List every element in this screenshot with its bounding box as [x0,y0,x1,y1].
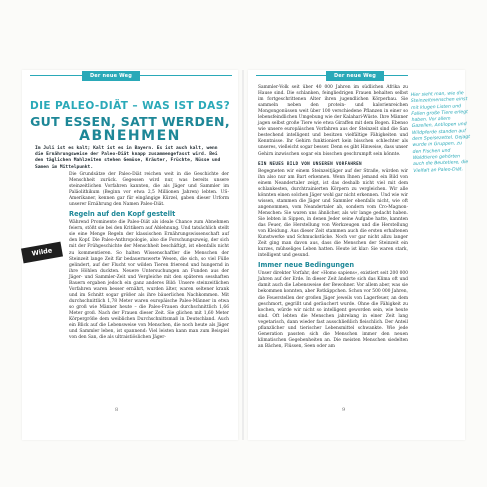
badge-rule-right [256,75,326,76]
badge-rule-left-2 [140,75,232,76]
subheading: Regeln auf den Kopf gestellt [69,210,176,219]
badge-rule-left [30,75,82,76]
chapter-title-line-1: DIE PALEO-DIÄT – WAS IST DAS? [30,100,231,112]
chapter-title-line-2: GUT ESSEN, SATT WERDEN, [30,114,230,129]
page-number-right: 9 [342,407,346,413]
book-gutter [242,70,244,440]
right-body-column [258,85,408,351]
badge-rule-right-2 [384,75,408,76]
intro-paragraph: Im Juli ist es kalt; Kalt ist es in Bayern. Es ist auch kalt, wenn die Ernährungsweise der Paleo-Diät knapp zusammengefasst wird. Bei den täglichen Mahlzeiten stehen Gemüse, Kräuter, Früchte, Nüsse und Samen im Mittelpunkt. [35,146,221,170]
subheading: Immer neue Bedingungen [258,261,355,270]
page-number-left: 8 [115,407,119,413]
chapter-title-line-3: ABNEHMEN [79,128,181,144]
body-paragraph: Sammler-Volk seit über 40 000 Jahren im südlichen Afrika zu Hause sind. Die schlanken, feingliedrigen Frauen behalten selbst im fortgeschrittenen Alter ihren jugendlichen Körperbau. Sie sammeln neben den protein- und kalorienreichen Mongongonüssen weit über 100 verschiedene Pflanzen in einer so lebensfeindlichen Umgebung wie der Kalahari-Wüste. Ihre Männer jagen selbst große Tiere wie etwa Giraffen mit dem Bogen. Ebenso wie unsere europäischen Vorfahren aus der Steinzeit sind die San bestechend intelligent und besitzen vielfältige Fähigkeiten und Kenntnisse. Ihr Gehirn funktioniert kein bisschen schlechter als unseres, vielleicht sogar besser. Denn es gibt Hinweise, dass unser Gehirn inzwischen sogar ein bisschen geschrumpft sein könnte. [258,85,408,157]
mono-heading: EIN NEUES BILD VON UNSEREN VORFAHREN [258,161,362,167]
left-body-column [69,172,229,342]
section-badge-left: Der neue Weg [82,71,140,81]
body-paragraph: Begegneten wir einem Steinzeitjäger auf der Straße, würden wir ihn also nur am Bart erkennen. Wenn Ihnen jemand ein Bild von einem Neandertaler zeigt, ist das deshalb nicht viel mit dem schlankesten, durchtrainierten Körpern zu vergleichen. Wir alle könnten einen solchen Jäger wohl gar nicht erkennen. Und wie wir wissen, stammen die Jäger und Sammler ebenfalls nicht, wie oft angenommen, vom Neandertaler ab, sondern vom Cro-Magnon-Menschen: Sie waren uns ähnlicher, als wir lange gedacht haben. Sie lebten in Sippen, in denen Jeder seine Aufgabe hatte, kannten das Feuer, die Herstellung von Werkzeugen und die Herstellung von Kleidung. Aus dieser Zeit stammen auch die ersten erhaltenen Kunstwerke und Schmuckstücke. Noch vor gar nicht allzu langer Zeit ging man davon aus, dass die Menschen der Steinzeit ein kurzes, mühseliges Leben hatten. Heute ist klar: Sie waren stark, intelligent und gesund. [258,168,408,259]
body-paragraph: Unser direkter Vorfahr, der »Homo sapiens«, existiert seit 200 000 Jahren auf der Erde. In dieser Zeit änderte sich das Klima oft und damit auch die Lebensweise der Bewohner. Vor allem aber, was sie bekommen konnten, aber Rotkäppchen. Schon vor 500 000 Jahren, die Feuerstellen der großen Jäger jeweils von Lagerfeuer, an dem geschmort, gegrillt und geräuchert wurde. Ohne die Fähigkeit zu kochen, würde wir nicht so intelligent geworden sein, wie heute sind. Oft lebten die Menschen jahrelang in einer Zeit lang vegetarisch, dann wieder fast ausschließlich fleischlich. Der Anteil pflanzlicher und tierischer Lebensmittel schwankte. Wie jede Generation passten sich die Menschen immer den neuen klimatischen Gegebenheiten an. Die meisten Menschen siedelten an Bächen, Flüssen, Seen oder am [258,271,408,349]
margin-note: Hier sieht man, wie die Steinzeitmenschen einst mit klugen Listen und Fallen große Tiere erlegt haben. Vor allem Gazellen, Antilopen und Wildpferde standen auf dem Speisezettel. Gejagt wurde in Gruppen, zu den Fischen und Waldtieren gehörten auch die Beutetiere, die Vielfalt an Paleo-Diät. [410,91,471,174]
section-badge-right: Der neue Weg [326,71,384,81]
body-paragraph: Die Grundsätze der Paleo-Diät reichen weit in die Geschichte der Menschheit zurück. Gegessen wird nur, was bereits unsere steinzeitlichen Vorfahren kannten, die als Jäger und Sammler im Paläolithikum (Beginn vor etwa 2,5 Millionen Jahren) lebten. US-Amerikaner, kennen gar für eingängige Kürzel, gaben dieser Urform unserer Ernährung den Namen Paleo-Diät. [69,172,229,208]
wilde-lust-sticker: Wilde Lust! [21,242,63,264]
body-paragraph: Während Prominente die Paleo-Diät als ideale Chance zum Abnehmen feiern, stößt sie bei den Kritikern auf Ablehnung. Und tatsächlich stellt sie eine Menge Regeln der klassischen Ernährungswissenschaft auf den Kopf. Die Paleo-Anthropologie, also die Forschungszweig, der sich mit der Frühgeschichte der Menschheit beschäftigt, ist ebenfalls nicht zu kommentieren. So halten Wissenschaftler die Menschen der Steinzeit lange Zeit für bedauernswerte Wesen, die sich, so viel Fülle gelindert, auf der Flucht vor wilden Tieren frierend und hungernd in ihre Höhlen duckten. Neuere Untersuchungen an Funden aus der Jäger- und Sammler-Zeit und Vergleiche mit den späteren sesshaften Bauern ergaben jedoch ein ganz anderes Bild: Unsere steinzeitlichen Vorfahren waren besser ernährt, wurden älter, waren seltener krank und im Schnitt sogar größer als ihre bäuerlichen Nachkommen. Mit durchschnittlich 1,78 Meter waren europäische Paleo-Männer in etwa so groß wie Männer heute – die Paleo-Frauen durchschnittlich 1,66 Meter groß. Nach der Frauen dieser Zeit. Sie glichen mit 1,60 Meter Körpergröße dem weiblichen Durchschnittsmaß in Deutschland. Auch ein Blick auf die Lebensweise von Menschen, die noch heute als Jäger und Sammler leben, ist spannend: Viel leisten kann man zum Beispiel von den San, die als ultraistiöslichen Jäger- [69,220,229,341]
